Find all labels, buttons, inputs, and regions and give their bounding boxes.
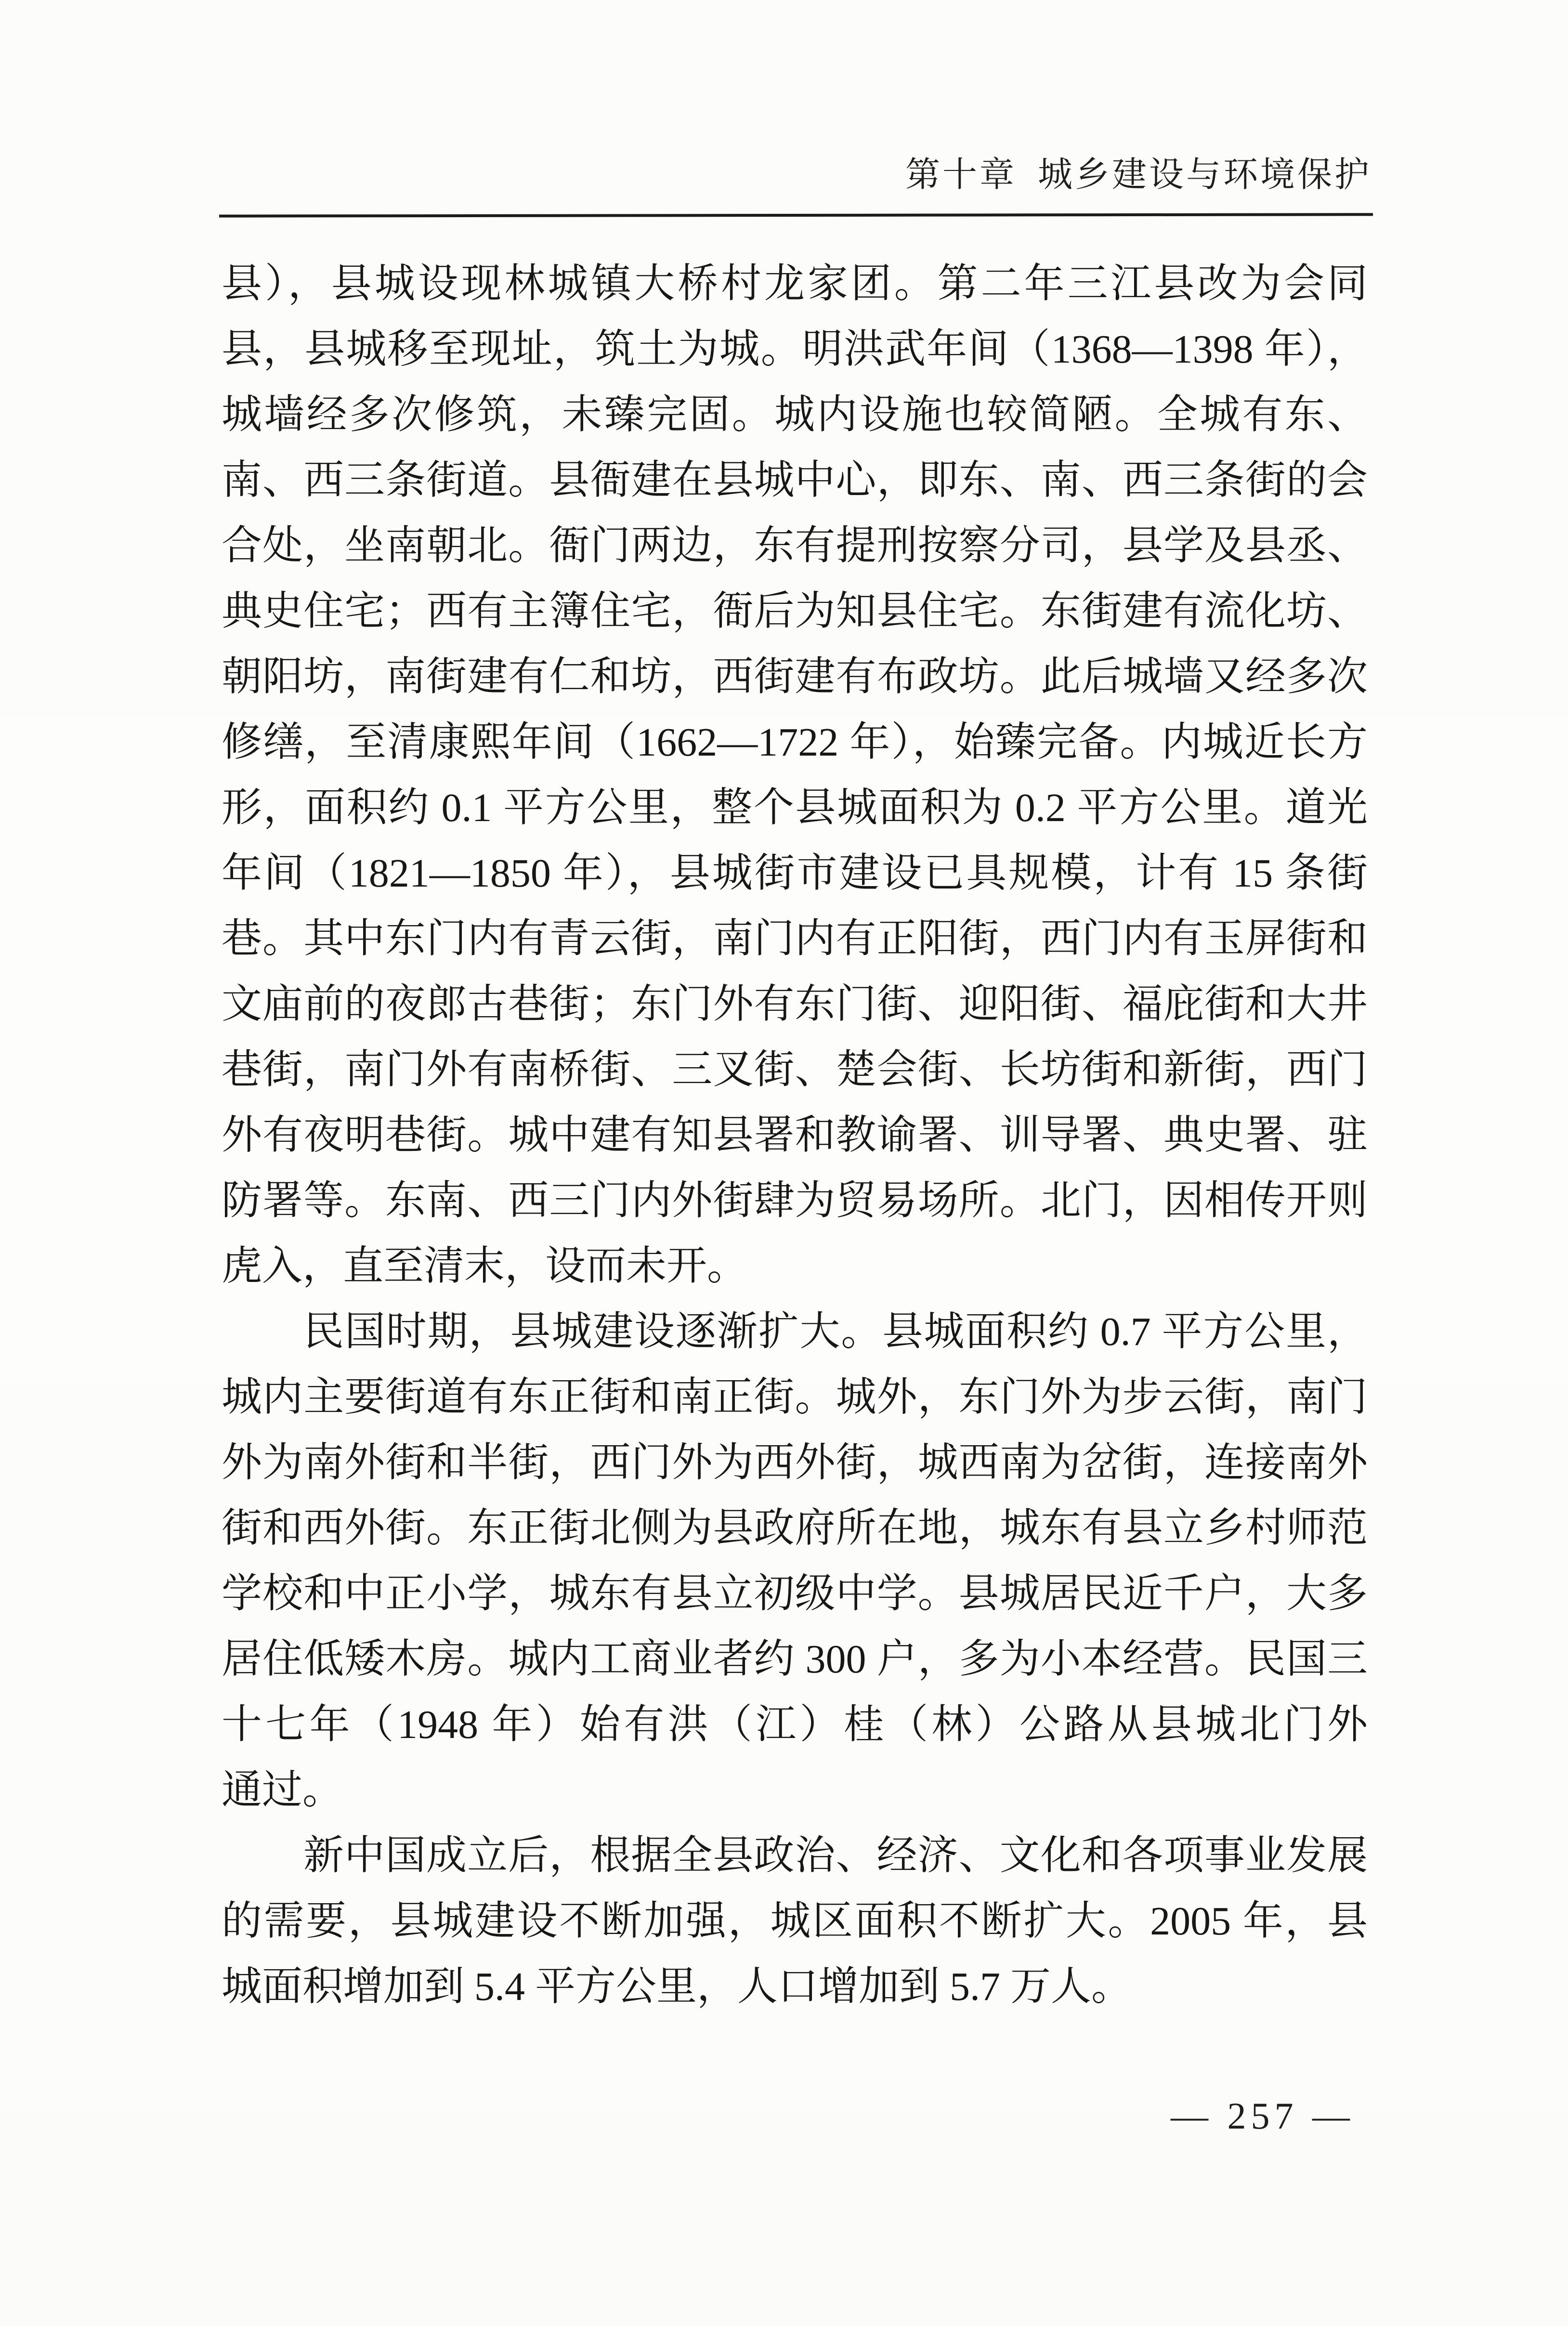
paragraph-1 [222,251,1368,1299]
text-line: 外为南外街和半街，西门外为西外街，城西南为岔街，连接南外 [222,1440,1368,1485]
body-text [222,251,1368,2020]
text-line: 居住低矮木房。城内工商业者约 300 户，多为小本经营。民国三 [222,1637,1368,1682]
text-line: 民国时期，县城建设逐渐扩大。县城面积约 0.7 平方公里， [303,1309,1368,1354]
text-line: 十七年（1948 年）始有洪（江）桂（林）公路从县城北门外 [222,1702,1368,1747]
text-line: 县），县城设现林城镇大桥村龙家团。第二年三江县改为会同 [222,261,1368,306]
text-line: 年间（1821—1850 年），县城街市建设已具规模，计有 15 条街 [222,851,1368,896]
text-line: 典史住宅；西有主簿住宅，衙后为知县住宅。东街建有流化坊、 [222,589,1368,634]
paragraph-3 [222,1823,1368,2020]
text-line: 通过。 [222,1768,343,1813]
text-line: 城面积增加到 5.4 平方公里，人口增加到 5.7 万人。 [222,1964,1132,2009]
text-line: 虎入，直至清末，设而未开。 [222,1244,748,1289]
text-line: 城墙经多次修筑，未臻完固。城内设施也较简陋。全城有东、 [222,392,1368,437]
running-header [222,148,1372,201]
text-line: 修缮，至清康熙年间（1662—1722 年），始臻完备。内城近长方 [222,720,1368,765]
text-line: 巷。其中东门内有青云街，南门内有正阳街，西门内有玉屏街和 [222,916,1368,961]
text-line: 街和西外街。东正街北侧为县政府所在地，城东有县立乡村师范 [222,1506,1368,1551]
header-rule [219,213,1373,217]
text-line: 形，面积约 0.1 平方公里，整个县城面积为 0.2 平方公里。道光 [222,785,1368,830]
text-line: 防署等。东南、西三门内外街肆为贸易场所。北门，因相传开则 [222,1178,1368,1223]
text-line: 合处，坐南朝北。衙门两边，东有提刑按察分司，县学及县丞、 [222,523,1368,568]
text-line: 外有夜明巷街。城中建有知县署和教谕署、训导署、典史署、驻 [222,1113,1368,1158]
text-line: 文庙前的夜郎古巷街；东门外有东门街、迎阳街、福庇街和大井 [222,982,1368,1027]
text-line: 巷街，南门外有南桥街、三叉街、楚会街、长坊街和新街，西门 [222,1047,1368,1092]
page-number: — 257 — [1171,2095,1355,2137]
text-line: 朝阳坊，南街建有仁和坊，西街建有布政坊。此后城墙又经多次 [222,654,1368,699]
text-line: 城内主要街道有东正街和南正街。城外，东门外为步云街，南门 [222,1375,1368,1420]
text-line: 南、西三条街道。县衙建在县城中心，即东、南、西三条街的会 [222,458,1368,503]
text-line: 学校和中正小学，城东有县立初级中学。县城居民近千户，大多 [222,1571,1368,1616]
paragraph-2 [222,1299,1368,1823]
text-line: 新中国成立后，根据全县政治、经济、文化和各项事业发展 [303,1833,1368,1878]
chapter-title: 城乡建设与环境保护 [1037,156,1372,194]
text-line: 的需要，县城建设不断加强，城区面积不断扩大。2005 年，县 [222,1899,1368,1944]
chapter-label: 第十章 [905,156,1017,194]
text-line: 县，县城移至现址，筑土为城。明洪武年间（1368—1398 年）， [222,327,1368,372]
